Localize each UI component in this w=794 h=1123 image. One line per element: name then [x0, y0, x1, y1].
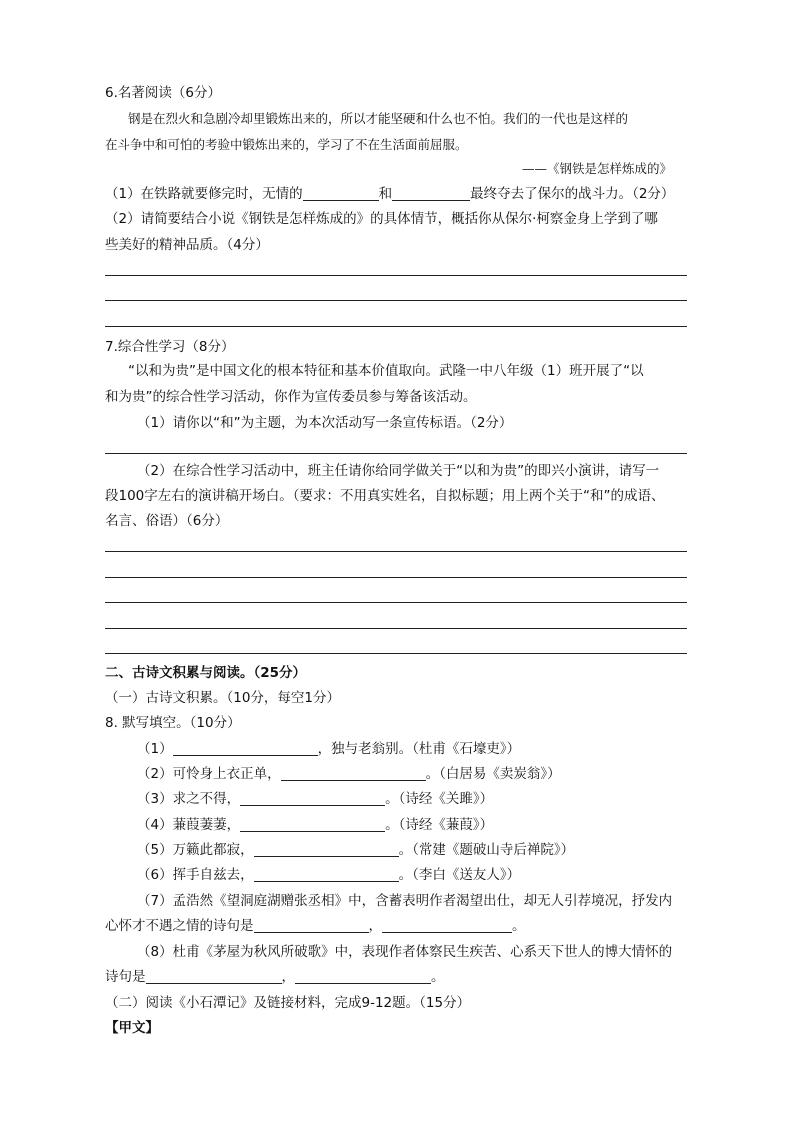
answer-line[interactable]: [105, 453, 687, 454]
q8-item-7-line1: （7）孟浩然《望洞庭湖赠张丞相》中，含蓄表明作者渴望出仕，却无人引荐境况，抒发内: [137, 893, 673, 909]
q8-item-1-source: ，独与老翁别。（杜甫《石壕吏》）: [317, 741, 521, 757]
q6-sub1-blank-2[interactable]: [392, 186, 470, 201]
q8-item-3: [137, 790, 493, 808]
q6-sub2-line2: 些美好的精神品质。（4分）: [105, 237, 269, 253]
q6-title: 6.名著阅读（6分）: [105, 85, 221, 101]
q8-item-4-blank[interactable]: [240, 817, 385, 832]
q8-title: 8. 默写填空。（10分）: [105, 715, 241, 731]
q8-item-5-text: （5）万籁此都寂，: [137, 842, 254, 858]
answer-line[interactable]: [105, 300, 687, 301]
q8-item-8-line2: [105, 968, 445, 986]
q7-sub2-line3: 名言、俗语）（6分）: [105, 513, 229, 529]
q8-item-3-blank[interactable]: [240, 791, 385, 806]
q8-item-1-num: （1）: [137, 741, 173, 757]
q8-item-5: [137, 841, 574, 859]
q8-item-3-source: 。（诗经《关雎》）: [385, 791, 494, 807]
q8-item-4-text: （4）蒹葭萋萋，: [137, 817, 241, 833]
q8-item-7-line2: [105, 917, 526, 935]
q8-item-1-blank[interactable]: [173, 741, 318, 756]
q8-item-4-source: 。（诗经《蒹葭》）: [385, 817, 494, 833]
q6-quote-line1: 钢是在烈火和急剧冷却里锻炼出来的，所以才能坚硬和什么也不怕。我们的一代也是这样的: [128, 111, 629, 126]
q6-sub2-line1: （2）请简要结合小说《钢铁是怎样炼成的》的具体情节，概括你从保尔·柯察金身上学到了哪: [105, 211, 658, 227]
answer-line[interactable]: [105, 577, 687, 578]
q7-sub2-line1: （2）在综合性学习活动中，班主任请你给同学做关于“以和为贵”的即兴小演讲，请写一: [137, 463, 660, 479]
q8-item-6-source: 。（李白《送友人》）: [398, 867, 521, 883]
q8-item-8-comma: ，: [281, 969, 295, 985]
section2-title: 二、古诗文积累与阅读。（25分）: [105, 665, 307, 681]
q8-item-6: [137, 866, 520, 884]
q6-sub1-blank-1[interactable]: [303, 186, 379, 201]
q8-item-7-text: 心怀才不遇之情的诗句是: [105, 918, 254, 934]
q6-sub1-text-c: 最终夺去了保尔的战斗力。（2分）: [470, 186, 675, 202]
answer-line[interactable]: [105, 602, 687, 603]
q6-sub1-text-b: 和: [378, 186, 393, 202]
q8-item-3-text: （3）求之不得，: [137, 791, 241, 807]
q6-quote-source: ——《钢铁是怎样炼成的》: [522, 161, 673, 176]
q8-item-8-period: 。: [431, 969, 445, 985]
q8-item-8-text: 诗句是: [105, 969, 146, 985]
answer-line[interactable]: [105, 653, 687, 654]
q8-item-2-source: 。（白居易《卖炭翁》）: [425, 766, 561, 782]
answer-line[interactable]: [105, 275, 687, 276]
q8-item-7-blank-1[interactable]: [254, 918, 369, 933]
answer-line[interactable]: [105, 326, 687, 327]
q7-title: 7.综合性学习（8分）: [105, 339, 235, 355]
q8-item-4: [137, 816, 493, 834]
q6-sub1-text-a: （1）在铁路就要修完时，无情的: [105, 186, 303, 202]
q8-item-2: [137, 765, 561, 783]
q8-item-5-source: 。（常建《题破山寺后禅院》）: [398, 842, 575, 858]
q8-item-8-line1: （8）杜甫《茅屋为秋风所破歌》中，表现作者体察民生疾苦、心系天下世人的博大情怀的: [137, 944, 673, 960]
q8-item-2-text: （2）可怜身上衣正单，: [137, 766, 281, 782]
q8-item-8-blank-2[interactable]: [295, 969, 431, 984]
q8-item-6-blank[interactable]: [254, 867, 399, 882]
q6-quote-line2: 在斗争中和可怕的考验中锻炼出来的，学习了不在生活面前屈服。: [105, 137, 468, 152]
q7-intro-line1: “以和为贵”是中国文化的根本特征和基本价值取向。武隆一中八年级（1）班开展了“以: [128, 363, 644, 379]
answer-line[interactable]: [105, 628, 687, 629]
q8-item-7-comma: ，: [368, 918, 382, 934]
q8-item-5-blank[interactable]: [254, 842, 399, 857]
section2-part2-title: （二）阅读《小石潭记》及链接材料，完成9-12题。（15分）: [105, 995, 471, 1011]
answer-line[interactable]: [105, 551, 687, 552]
q8-item-8-blank-1[interactable]: [146, 969, 282, 984]
q7-sub2-line2: 段100字左右的演讲稿开场白。（要求：不用真实姓名，自拟标题；用上两个关于“和”的成语、: [105, 488, 665, 504]
jiawen-heading: 【甲文】: [105, 1020, 159, 1036]
q8-item-2-blank[interactable]: [281, 766, 426, 781]
q8-item-6-text: （6）挥手自兹去，: [137, 867, 254, 883]
q6-sub1: [105, 185, 674, 203]
q7-sub1: （1）请你以“和”为主题，为本次活动写一条宣传标语。（2分）: [137, 415, 513, 431]
section2-part1-title: （一）古诗文积累。（10分，每空1分）: [105, 690, 341, 706]
q8-item-7-blank-2[interactable]: [382, 918, 512, 933]
q7-intro-line2: 和为贵”的综合性学习活动，你作为宣传委员参与筹备该活动。: [105, 389, 477, 405]
q8-item-1: [137, 740, 520, 758]
q8-item-7-period: 。: [512, 918, 526, 934]
